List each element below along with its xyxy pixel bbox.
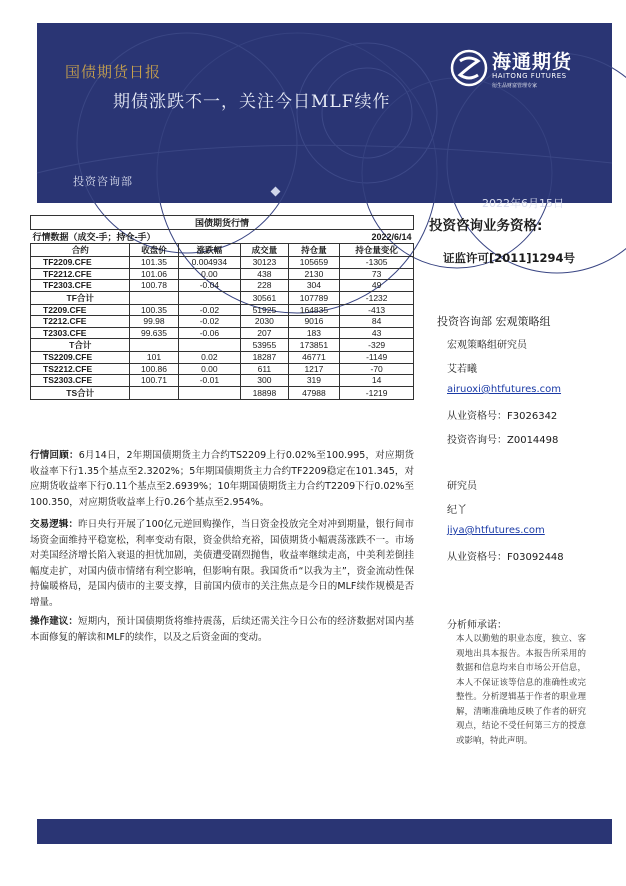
table-row [31, 257, 414, 269]
table-row [31, 291, 414, 304]
disclaimer-heading: 分析师承诺： [447, 620, 507, 631]
cell-close-price: 100.78 [130, 280, 178, 292]
cell-oi-change: -1232 [340, 291, 414, 304]
cell-contract: T2209.CFE [31, 304, 130, 316]
trading-logic-text: 昨日央行开展了100亿元逆回购操作，当日资金投放完全对冲到期量，银行间市场资金面维持平稳宽松，利率变动有限，资金供给充裕，国债期货小幅震荡涨跌不一。市场对美国经济增长陷入衰退的担忧加剧，美债遭受剧烈抛售，收益率继续走高，中美利差倒挂幅度走扩，对国内债市情绪有利空影响，但影响有限。我国货币“以我为主”，资金流动性保持偏暖格局，是国内债市的主要支撑，目前国内债市的关注焦点是今日的MLF续作规模是否增量。 [30, 519, 414, 608]
qualification-heading: 投资咨询业务资格: [429, 218, 543, 234]
cell-change-pct: -0.02 [178, 304, 241, 316]
footer-bar [37, 819, 612, 844]
analyst-role: 宏观策略组研究员 [447, 340, 527, 351]
cell-volume: 300 [241, 375, 288, 387]
cell-close-price: 101 [130, 352, 178, 364]
cell-change-pct: 0.004934 [178, 257, 241, 269]
license-number: 证监许可[2011]1294号 [443, 251, 576, 265]
cell-volume: 18287 [241, 352, 288, 364]
cell-volume: 30561 [241, 291, 288, 304]
analyst1-email[interactable]: airuoxi@htfutures.com [447, 384, 562, 395]
analyst1-cert: 从业资格号：F3026342 [447, 411, 558, 422]
cell-contract: T2212.CFE [31, 316, 130, 328]
logo-slogan: 衍生品财富管理专家 [492, 83, 538, 89]
cell-close-price: 101.06 [130, 268, 178, 280]
cell-close-price: 99.98 [130, 316, 178, 328]
cell-close-price: 100.35 [130, 304, 178, 316]
cell-change-pct [178, 339, 241, 352]
cell-oi-change: -329 [340, 339, 414, 352]
cell-oi-change: -1149 [340, 352, 414, 364]
cell-contract: T2303.CFE [31, 327, 130, 339]
cell-open-interest: 105659 [288, 257, 340, 269]
cell-oi-change: -1305 [340, 257, 414, 269]
cell-volume: 53955 [241, 339, 288, 352]
cell-close-price: 99.635 [130, 327, 178, 339]
cell-open-interest: 319 [288, 375, 340, 387]
report-department: 投资咨询部 [73, 175, 133, 188]
table-row [31, 386, 414, 399]
cell-contract: TS2212.CFE [31, 363, 130, 375]
cell-volume: 51925 [241, 304, 288, 316]
trading-logic-paragraph [30, 517, 414, 610]
cell-oi-change: 14 [340, 375, 414, 387]
cell-change-pct: -0.04 [178, 280, 241, 292]
cell-change-pct [178, 291, 241, 304]
report-title: 期债涨跌不一，关注今日MLF续作 [113, 92, 391, 112]
table-row [31, 316, 414, 328]
cell-close-price: 100.86 [130, 363, 178, 375]
cell-volume: 2030 [241, 316, 288, 328]
cell-change-pct: -0.01 [178, 375, 241, 387]
cell-contract: TF2209.CFE [31, 257, 130, 269]
cell-open-interest: 46771 [288, 352, 340, 364]
report-banner [37, 23, 612, 210]
cell-volume: 228 [241, 280, 288, 292]
report-type-tag: 国债期货日报 [65, 63, 162, 81]
analyst2-email[interactable]: jiya@htfutures.com [447, 525, 545, 536]
cell-oi-change: 43 [340, 327, 414, 339]
cell-oi-change: -413 [340, 304, 414, 316]
cell-open-interest: 1217 [288, 363, 340, 375]
cell-contract: TS2303.CFE [31, 375, 130, 387]
market-review-text: 6月14日，2年期国债期货主力合约TS2209上行0.02%至100.995，对应期货收益率下行1.35个基点至2.3202%；5年期国债期货主力合约TF2209稳定在101.345，对应期货收益率下行0.11个基点至2.6939%；10年期国债期货主力合约T2209下行0.02%至100.350，对应期货收益率上行0.26个基点至2.954%。 [30, 450, 414, 508]
cell-open-interest: 107789 [288, 291, 340, 304]
cell-oi-change: 49 [340, 280, 414, 292]
haitong-logo-icon [450, 49, 488, 87]
cell-change-pct: 0.00 [178, 268, 241, 280]
company-logo [450, 45, 600, 97]
cell-open-interest: 2130 [288, 268, 340, 280]
cell-change-pct: 0.00 [178, 363, 241, 375]
cell-change-pct: -0.06 [178, 327, 241, 339]
disclaimer-text: 本人以勤勉的职业态度，独立、客观地出具本报告。本报告所采用的数据和信息均来自市场公开信息，本人不保证该等信息的准确性或完整性。分析逻辑基于作者的职业理解，清晰准确地反映了作者的研究观点，结论不受任何第三方的授意或影响，特此声明。 [456, 634, 586, 746]
header-oi-change: 持仓量变化 [340, 244, 414, 257]
cell-contract: TF合计 [31, 291, 130, 304]
department-group: 投资咨询部 宏观策略组 [437, 315, 551, 328]
table-row [31, 327, 414, 339]
cell-contract: T合计 [31, 339, 130, 352]
operation-advice-text: 短期内，预计国债期货将维持震荡，后续还需关注今日公布的经济数据对国内基本面修复的解读和MLF的续作，以及之后资金面的变动。 [30, 616, 414, 643]
table-row [31, 363, 414, 375]
market-review-paragraph [30, 448, 414, 510]
market-review-label: 行情回顾： [30, 450, 79, 461]
table-meta-date: 2022/6/14 [288, 230, 413, 244]
table-row [31, 280, 414, 292]
cell-contract: TF2212.CFE [31, 268, 130, 280]
analyst1-consult-number: 投资咨询号：Z0014498 [447, 435, 559, 446]
cell-open-interest: 9016 [288, 316, 340, 328]
cell-close-price [130, 386, 178, 399]
cell-contract: TF2303.CFE [31, 280, 130, 292]
analyst2-cert: 从业资格号：F03092448 [447, 552, 564, 563]
researcher-role: 研究员 [447, 481, 477, 492]
operation-advice-label: 操作建议： [30, 616, 79, 627]
cell-oi-change: 73 [340, 268, 414, 280]
cell-volume: 611 [241, 363, 288, 375]
cell-close-price: 100.71 [130, 375, 178, 387]
logo-english-name: HAITONG FUTURES [492, 72, 567, 80]
header-close: 收盘价 [130, 244, 178, 257]
cell-change-pct [178, 386, 241, 399]
logo-chinese-name: 海通期货 [492, 51, 573, 73]
cell-contract: TS合计 [31, 386, 130, 399]
table-row [31, 304, 414, 316]
header-change: 涨跌幅 [178, 244, 241, 257]
trading-logic-label: 交易逻辑： [30, 519, 79, 530]
cell-volume: 18898 [241, 386, 288, 399]
table-row [31, 268, 414, 280]
cell-open-interest: 164835 [288, 304, 340, 316]
cell-volume: 207 [241, 327, 288, 339]
table-header-row [31, 244, 414, 257]
cell-change-pct: 0.02 [178, 352, 241, 364]
cell-open-interest: 173851 [288, 339, 340, 352]
cell-close-price [130, 339, 178, 352]
cell-open-interest: 304 [288, 280, 340, 292]
cell-oi-change: -1219 [340, 386, 414, 399]
cell-open-interest: 47988 [288, 386, 340, 399]
cell-contract: TS2209.CFE [31, 352, 130, 364]
cell-volume: 438 [241, 268, 288, 280]
table-row [31, 352, 414, 364]
header-open-interest: 持仓量 [288, 244, 340, 257]
analyst2-name: 纪丫 [447, 505, 467, 516]
cell-close-price [130, 291, 178, 304]
cell-open-interest: 183 [288, 327, 340, 339]
futures-quote-table [30, 215, 414, 400]
table-meta-left: 行情数据（成交-手；持仓-手） [31, 230, 289, 244]
cell-change-pct: -0.02 [178, 316, 241, 328]
table-title: 国债期货行情 [31, 216, 414, 230]
table-row [31, 339, 414, 352]
analyst1-name: 艾若曦 [447, 364, 477, 375]
report-date: 2022年6月15日 [482, 197, 564, 210]
cell-oi-change: 84 [340, 316, 414, 328]
cell-close-price: 101.35 [130, 257, 178, 269]
header-volume: 成交量 [241, 244, 288, 257]
header-contract: 合约 [31, 244, 130, 257]
cell-volume: 30123 [241, 257, 288, 269]
operation-advice-paragraph [30, 614, 414, 645]
table-row [31, 375, 414, 387]
cell-oi-change: -70 [340, 363, 414, 375]
